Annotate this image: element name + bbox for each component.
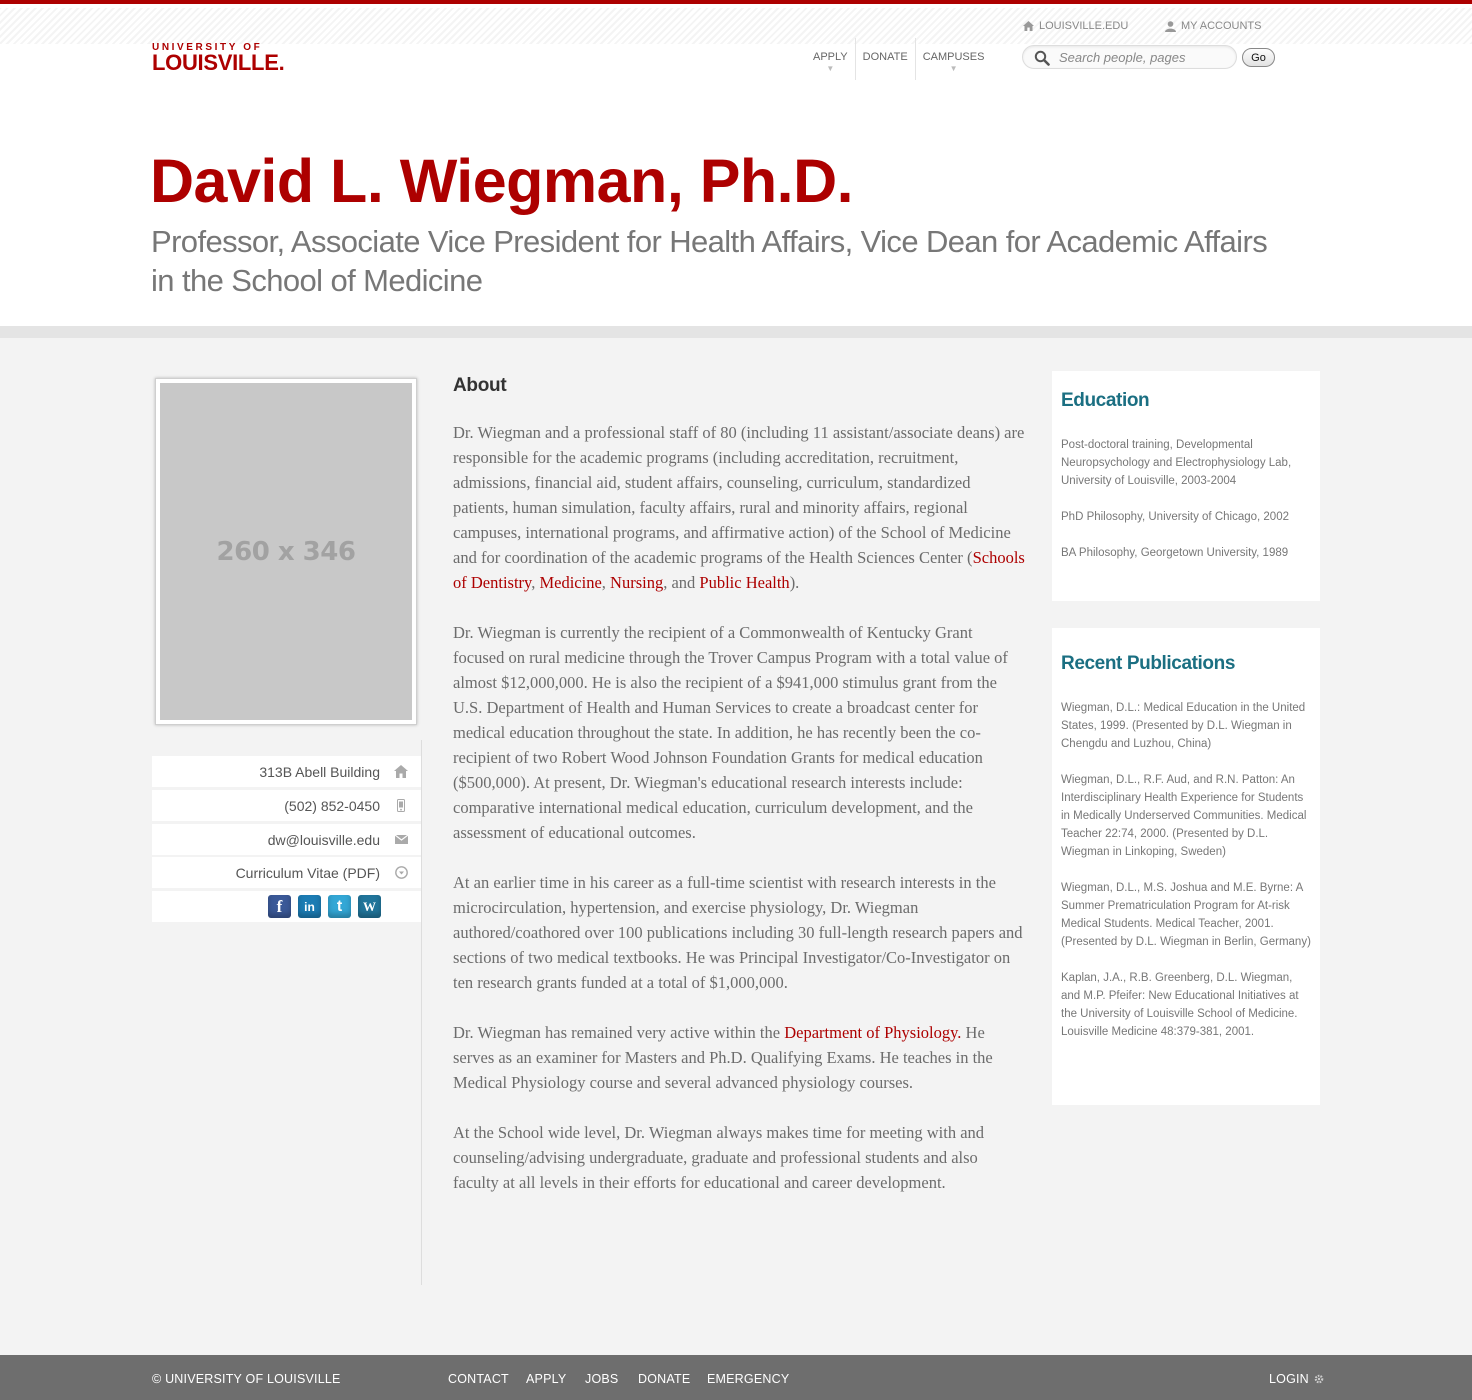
footer-donate-link[interactable]: DONATE <box>638 1372 691 1386</box>
phone-text: (502) 852-0450 <box>284 797 380 814</box>
cv-download-link[interactable] <box>152 857 421 888</box>
search-go-button[interactable]: Go <box>1242 48 1275 67</box>
page-subtitle: Professor, Associate Vice President for Health Affairs, Vice Dean for Academic Affairs in the School of Medicine <box>151 224 1268 298</box>
home-icon <box>1023 21 1034 31</box>
footer-jobs-link[interactable]: JOBS <box>585 1372 619 1386</box>
about-paragraph-1: Dr. Wiegman and a professional staff of 80 (including 11 assistant/associate deans) are responsible for the academic programs (including accreditation, recruitment, admissions, financial aid, student affairs, counseling, curriculum, standardized patients, human simulation, faculty affairs, rural and minority affairs, regional campuses, international programs, and affirmative action) of the School of Medicine and for coordination of the academic programs of the Health Sciences Center (Schools of Dentistry, Medicine, Nursing, and Public Health). <box>453 423 1025 592</box>
about-body <box>453 420 1025 1220</box>
publication-item: Kaplan, J.A., R.B. Greenberg, D.L. Wiegman, and M.P. Pfeifer: New Educational Initiatives at the University of Louisville School of Medicine. Louisville Medicine 48:379-381, 2001. <box>1061 972 1299 1038</box>
facebook-icon[interactable]: f <box>268 895 291 918</box>
education-item: BA Philosophy, Georgetown University, 1989 <box>1061 547 1289 559</box>
contact-phone[interactable] <box>152 790 421 821</box>
publication-item: Wiegman, D.L., M.S. Joshua and M.E. Byrne: A Summer Prematriculation Program for At-risk Medical Students. Medical Teacher, 2001. (Presented by D.L. Wiegman in Berlin, Germany) <box>1061 882 1311 948</box>
education-heading: Education <box>1061 390 1150 411</box>
header-divider <box>0 326 1472 338</box>
site-header <box>0 0 1472 326</box>
email-text: dw@louisville.edu <box>267 831 380 848</box>
education-box <box>1052 371 1320 601</box>
search-icon <box>1034 50 1050 66</box>
page-title: David L. Wiegman, Ph.D. <box>150 147 854 215</box>
chevron-down-icon: ▼ <box>949 64 958 73</box>
publication-item: Wiegman, D.L., R.F. Aud, and R.N. Patton: An Interdisciplinary Health Experience for Students in Medically Underserved Communities. Medical Teacher 22:74, 2000. (Presented by D.L. Wiegman in Linkoping, Sweden) <box>1061 774 1307 858</box>
louisville-edu-label: LOUISVILLE.EDU <box>1039 20 1129 32</box>
chevron-down-icon: ▼ <box>826 64 835 73</box>
photo-placeholder: 260 x 346 <box>160 383 412 720</box>
login-label: LOGIN <box>1269 1372 1309 1386</box>
footer-contact-link[interactable]: CONTACT <box>448 1372 509 1386</box>
nav-campuses-label: CAMPUSES <box>922 51 985 63</box>
logo-top-text: UNIVERSITY OF <box>152 42 263 53</box>
column-divider <box>421 740 422 1285</box>
download-icon <box>394 865 408 879</box>
louisville-edu-link[interactable] <box>1023 20 1128 32</box>
medicine-link[interactable]: Medicine <box>539 573 602 592</box>
address-text: 313B Abell Building <box>259 763 380 780</box>
logo-main-text: LOUISVILLE. <box>152 50 285 75</box>
publications-box <box>1052 628 1320 1105</box>
email-icon <box>394 832 408 846</box>
cv-text: Curriculum Vitae (PDF) <box>235 864 380 881</box>
search-input[interactable] <box>1059 49 1229 65</box>
twitter-icon[interactable]: t <box>328 895 351 918</box>
nav-campuses[interactable] <box>915 38 992 80</box>
phone-icon <box>394 798 408 812</box>
main-nav <box>806 38 991 80</box>
university-logo[interactable] <box>152 42 284 73</box>
linkedin-icon[interactable]: in <box>298 895 321 918</box>
footer-emergency-link[interactable]: EMERGENCY <box>707 1372 790 1386</box>
building-icon <box>394 764 408 778</box>
site-footer <box>0 1355 1472 1400</box>
education-item: PhD Philosophy, University of Chicago, 2002 <box>1061 511 1289 523</box>
contact-address <box>152 756 421 787</box>
about-paragraph-3: At an earlier time in his career as a full-time scientist with research interests in the microcirculation, hypertension, and exercise physiology, Dr. Wiegman authored/coathored over 100 publications including 30 full-length research papers and sections of two medical textbooks. He was Principal Investigator/Co-Investigator on ten research grants funded at a total of $1,000,000. <box>453 873 1023 992</box>
nav-apply[interactable] <box>806 38 855 80</box>
publication-item: Wiegman, D.L.: Medical Education in the United States, 1999. (Presented by D.L. Wiegman in Chengdu and Luzhou, China) <box>1061 702 1306 750</box>
physiology-link[interactable]: Department of Physiology. <box>784 1023 962 1042</box>
publications-heading: Recent Publications <box>1061 653 1235 674</box>
nav-donate[interactable] <box>855 38 915 80</box>
public-health-link[interactable]: Public Health <box>699 573 790 592</box>
nav-apply-label: APPLY <box>813 51 848 63</box>
gear-icon <box>1314 1374 1324 1384</box>
social-links <box>152 891 421 922</box>
about-paragraph-5: At the School wide level, Dr. Wiegman always makes time for meeting with and counseling/advising undergraduate, graduate and professional students and also faculty at all levels in their efforts for educational and career development. <box>453 1123 985 1192</box>
footer-login-link[interactable] <box>1269 1372 1324 1386</box>
about-paragraph-4: Dr. Wiegman has remained very active within the Department of Physiology. He serves as an examiner for Masters and Ph.D. Qualifying Exams. He teaches in the Medical Physiology course and several advanced physiology courses. <box>453 1023 993 1092</box>
education-item: Post-doctoral training, Developmental Neuropsychology and Electrophysiology Lab, University of Louisville, 2003-2004 <box>1061 439 1292 487</box>
user-icon <box>1165 21 1176 32</box>
contact-email[interactable] <box>152 824 421 855</box>
footer-copyright: © UNIVERSITY OF LOUISVILLE <box>152 1372 341 1386</box>
about-paragraph-2: Dr. Wiegman is currently the recipient of a Commonwealth of Kentucky Grant focused on rural medicine through the Trover Campus Program with a total value of almost $12,000,000. He is also the recipient of a $941,000 stimulus grant from the U.S. Department of Health and Human Services to create a broadcast center for medical education throughout the state. In addition, he has recently been the co-recipient of two Robert Wood Johnson Foundation Grants for medical education ($500,000). At present, Dr. Wiegman's educational research interests include: comparative international medical education, curriculum development, and the assessment of educational outcomes. <box>453 623 1008 842</box>
wordpress-icon[interactable]: W <box>358 895 381 918</box>
nav-donate-label: DONATE <box>862 51 908 63</box>
my-accounts-label: MY ACCOUNTS <box>1181 20 1262 32</box>
about-heading: About <box>453 375 507 396</box>
nursing-link[interactable]: Nursing <box>610 573 664 592</box>
profile-photo <box>155 378 417 725</box>
dentistry-link[interactable]: Schools of Dentistry <box>453 548 1025 592</box>
footer-apply-link[interactable]: APPLY <box>526 1372 567 1386</box>
search-box <box>1022 45 1237 69</box>
my-accounts-link[interactable] <box>1165 20 1261 32</box>
